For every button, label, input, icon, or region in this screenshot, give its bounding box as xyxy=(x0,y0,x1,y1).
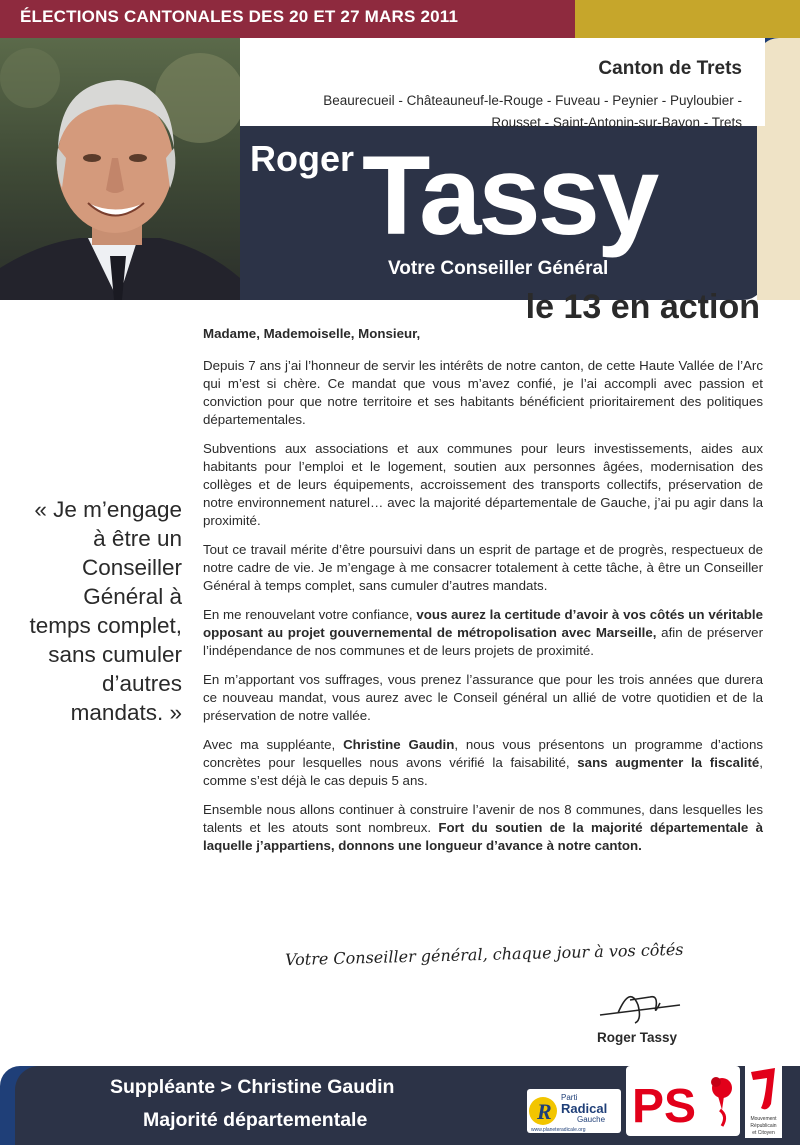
communes-line-2: Rousset - Saint-Antonin-sur-Bayon - Trets xyxy=(491,115,742,130)
letter-greeting: Madame, Mademoiselle, Monsieur, xyxy=(203,326,421,341)
paragraph-2: Subventions aux associations et aux communes pour leurs investissements, aides aux habitants pour l’emploi et le logement, soutien aux personnes âgées, modernisation des collèges et de leurs équipements, accroissement des transports collectifs, préservation de notre environnement naturel… avec la majorité départementale de Gauche, j’ai pu agir dans la proximité. xyxy=(203,441,763,528)
campaign-slogan: le 13 en action xyxy=(525,288,760,326)
election-title: ÉLECTIONS CANTONALES DES 20 ET 27 MARS 2011 xyxy=(20,7,459,26)
substitute-candidate: Suppléante > Christine Gaudin xyxy=(110,1076,395,1098)
communes-list xyxy=(182,90,742,134)
banner-gold-block xyxy=(575,0,800,38)
ps-logo-text: PS xyxy=(632,1080,697,1133)
majority-label: Majorité départementale xyxy=(143,1109,368,1131)
candidate-photo xyxy=(0,38,240,300)
ps-logo xyxy=(626,1066,740,1136)
mrc-logo xyxy=(745,1064,782,1138)
election-banner xyxy=(0,0,800,38)
handwritten-closing: Votre Conseiller général, chaque jour à vos côtés xyxy=(284,939,684,970)
mrc-logo-line1: Mouvement xyxy=(750,1116,777,1122)
mrc-logo-line3: et Citoyen xyxy=(752,1130,775,1136)
communes-line-1: Beaurecueil - Châteauneuf-le-Rouge - Fuveau - Peynier - Puyloubier - xyxy=(323,93,742,108)
paragraph-7: Ensemble nous allons continuer à construire l’avenir de nos 8 communes, dans lesquelles les talents et les atouts sont nombreux. Fort du soutien de la majorité départementale à laquelle j’appartiens, donnons une longueur d’avance à notre canton. xyxy=(203,802,764,853)
prg-logo-url: www.planeteradicale.org xyxy=(531,1127,586,1133)
candidate-last-name: Tassy xyxy=(362,133,657,258)
pull-quote: « Je m’engage à être un Conseiller Général à temps complet, sans cumuler d’autres mandats. » xyxy=(29,497,182,725)
paragraph-5: En m’apportant vos suffrages, vous prenez l’assurance que pour les trois années que durera ce nouveau mandat, vous aurez avec le Conseil général un allié de votre quotidien et de la préservation de notre vallée. xyxy=(203,672,763,723)
candidate-role: Votre Conseiller Général xyxy=(388,258,609,279)
prg-logo-line2: Radical xyxy=(561,1101,608,1116)
paragraph-4: En me renouvelant votre confiance, vous aurez la certitude d’avoir à vos côtés un véritable opposant au projet gouvernemental de métropolisation avec Marseille, afin de préserver l’indépendance de nos communes et de leurs projets de proximité. xyxy=(203,607,764,658)
prg-logo-line3: Gauche xyxy=(577,1115,606,1124)
svg-text:R: R xyxy=(537,1099,552,1124)
canton-title: Canton de Trets xyxy=(598,58,742,79)
signature-scribble xyxy=(590,975,690,1025)
prg-logo-line1: Parti xyxy=(561,1093,578,1102)
letter-body xyxy=(203,325,763,866)
candidate-first-name: Roger xyxy=(250,138,355,179)
signer-name: Roger Tassy xyxy=(597,1030,678,1045)
paragraph-1: Depuis 7 ans j’ai l’honneur de servir les intérêts de notre canton, de cette Haute Vallée de l’Arc qui m’est si chère. Ce mandat que vous m’avez confié, je l’ai accompli avec passion et conviction pour que notre territoire et ses habitants bénéficient prioritairement des politiques départementales. xyxy=(203,358,763,427)
mrc-logo-line2: Républicain xyxy=(750,1123,777,1129)
paragraph-3: Tout ce travail mérite d’être poursuivi dans un esprit de partage et de progrès, respectueux de notre cadre de vie. Je m’engage à me consacrer totalement à cette tâche, à être un Conseiller Général à temps complet, sans cumuler d’autres mandats. xyxy=(203,542,763,593)
paragraph-6: Avec ma suppléante, Christine Gaudin, nous vous présentons un programme d’actions concrètes pour lesquelles nous avons vérifié la faisabilité, sans augmenter la fiscalité, comme s’est déjà le cas depuis 5 ans. xyxy=(203,737,763,788)
prg-logo xyxy=(527,1089,621,1133)
